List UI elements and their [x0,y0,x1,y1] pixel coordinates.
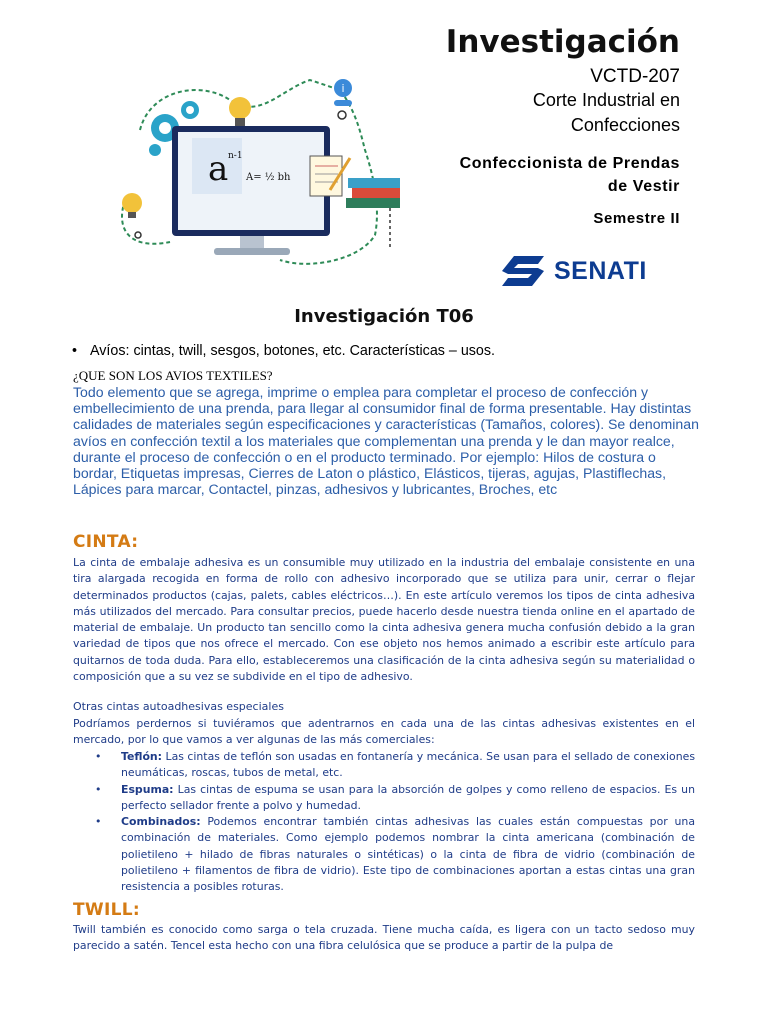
notebook-icon [310,156,350,196]
list-item [73,814,695,895]
course-code: VCTD-207 [590,66,680,87]
intro-paragraph: Todo elemento que se agrega, imprime o emplea para completar el proceso de confección y embellecimiento de una prenda, para llegar al consumidor final de forma presentable. Hay distintas calidades de materiales según especificaciones y características (Tamaños, colores). Se denominan avíos en confección textil a los materiales que complementan una prenda y le dan mayor realce, durante el proceso de confección o en el producto terminado. Por ejemplo: Hilos de costura o bordar, Etiquetas impresas, Cierres de Laton o plástico, Elásticos, tijeras, agujas, Plastiflechas, Lápices para marcar, Contactel, pinzas, adhesivos y lubricantes, Broches, etc [73,384,699,498]
bullet-dot: • [95,815,102,829]
senati-logo [498,252,647,290]
course-name-line1: Corte Industrial en [532,90,680,110]
list-item-text: Las cintas de teflón son usadas en fontanería y mecánica. Se usan para el sellado de conexiones neumáticas, roscas, tubos de metal, etc. [121,750,695,780]
svg-text:i: i [341,82,345,95]
education-illustration [110,70,410,295]
bullet-dot: • [72,343,78,359]
bullet-dot: • [95,750,102,763]
senati-emblem-icon [498,252,548,290]
cinta-paragraph: La cinta de embalaje adhesiva es un consumible muy utilizado en la industria del embalaje consistente en una tira alargada recogida en forma de rollo con adhesivo incorporado que se utiliza para unir, cerrar o flejar determinados productos (cajas, palets, cables eléctricos…). En este artículo veremos los tipos de cinta adhesiva más utilizados del mercado. Para consultar precios, puede hacerlo desde nuestra tienda online en el apartado de material de embalaje. Un producto tan sencillo como la cinta adhesiva genera mucha confusión debido a la gran variedad de tipos que nos ofrece el mercado. Con ese objeto nos hemos animado a escribir este artículo para quitarnos de toda duda. Para ello, estableceremos una clasificación de la cinta adhesiva según su materialidad o composición que a su vez se subdivide en el tipo de adhesivo. [73,556,695,684]
senati-logo-text: SENATI [554,256,647,285]
bullet-dot: • [95,782,102,796]
twill-heading: TWILL: [73,900,140,920]
topic-bullet [72,343,495,359]
cinta-subtitle: Otras cintas autoadhesivas especiales [73,700,284,713]
twill-paragraph: Twill también es conocido como sarga o tela cruzada. Tiene mucha caída, es ligera con un tacto sedoso muy parecido a satén. Tencel esta hecho con una fibra celulósica que se produce a partir de la pulpa de [73,923,695,953]
career-line1: Confeccionista de Prendas [459,155,680,172]
cinta-list [73,749,695,896]
monitor-icon [172,126,330,255]
formula-main: a [208,149,229,189]
list-item-text: Las cintas de espuma se usan para la absorción de golpes y como relleno de espacios. Es un perfecto sellador frente a polvo y humedad. [121,782,695,812]
list-item [73,782,695,815]
formula-side: A= ½ bh [246,172,291,183]
list-item-lead: Combinados: [121,815,201,829]
lightbulb-small-icon [122,193,142,218]
list-item-lead: Espuma: [121,782,174,796]
cinta-sub-paragraph: Podríamos perdernos si tuviéramos que adentrarnos en cada una de las cintas adhesivas existentes en el mercado, por lo que vamos a ver algunas de las más comerciales: [73,717,695,747]
question-heading: ¿QUE SON LOS AVIOS TEXTILES? [73,368,273,383]
semester: Semestre II [593,210,680,227]
lightbulb-icon [229,97,251,126]
list-item-lead: Teflón: [121,750,163,763]
books-icon [346,178,400,208]
header-block [420,24,680,227]
cinta-heading: CINTA: [73,532,139,552]
formula-exponent: n-1 [228,151,243,161]
document-heading: Investigación T06 [294,306,474,327]
list-item [73,749,695,782]
page-title: Investigación [445,24,680,60]
career-line2: de Vestir [607,178,680,195]
info-icon [334,79,352,106]
list-item-text: Podemos encontrar también cintas adhesivas las cuales están compuestas por una combinación de materiales. Como ejemplo podemos nombrar la cinta americana (combinación de polietileno + hilado de fibras naturales o sintéticas) o la cinta de fibra de vidrio (combinación de polietileno + filamentos de fibra de vidrio). Este tipo de combinaciones aportan a estas cintas una gran resistencia a posibles roturas. [121,815,695,894]
course-name-line2: Confecciones [570,115,680,135]
topic-bullet-text: Avíos: cintas, twill, sesgos, botones, etc. Características – usos. [90,343,495,359]
